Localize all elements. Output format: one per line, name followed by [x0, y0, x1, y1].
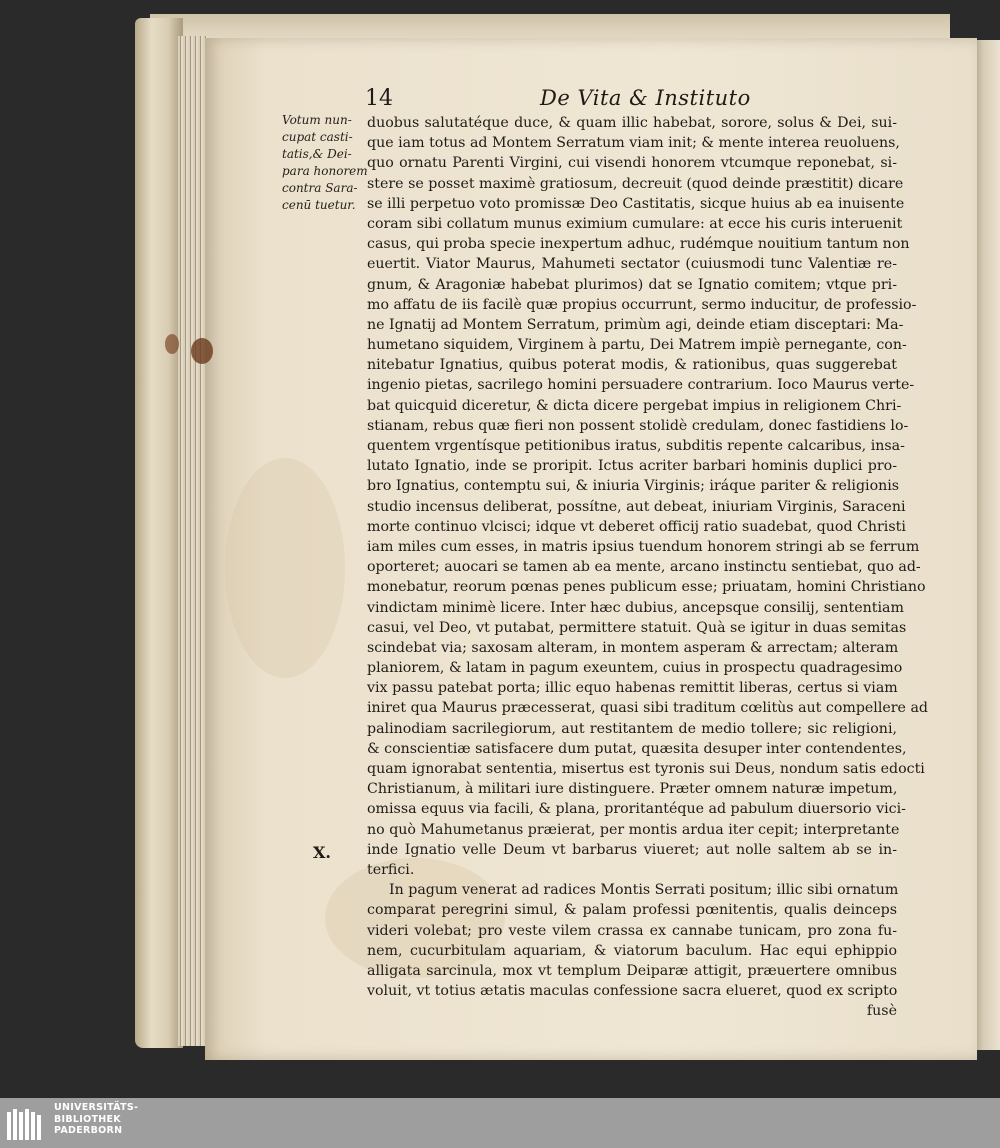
- text-line: palinodiam sacrilegiorum, aut restitantem de medio tollere; sic religioni,: [367, 720, 897, 737]
- text-line: mo affatu de iis facilè quæ propius occurrunt, sermo inducitur, de professio-: [367, 296, 917, 313]
- section-number: X.: [313, 843, 331, 862]
- text-line: casui, vel Deo, vt putabat, permittere statuit. Quà se igitur in duas semitas: [367, 619, 907, 636]
- marginal-note: [282, 112, 368, 214]
- text-line: quentem vrgentísque petitionibus iratus, subditis repente calcaribus, insa-: [367, 438, 905, 454]
- text-line: nitebatur Ignatius, quibus poterat modis, & rationibus, quas suggerebat: [367, 357, 897, 374]
- text-line: lutato Ignatio, inde se proripit. Ictus acriter barbari hominis duplici pro-: [367, 458, 897, 475]
- marginal-note-line: tatis,& Dei-: [282, 147, 352, 161]
- page-edges: [178, 36, 208, 1046]
- text-line: coram sibi collatum munus eximium cumulare: at ecce his curis interuenit: [367, 215, 903, 232]
- text-line: inde Ignatio velle Deum vt barbarus viueret; aut nolle saltem ab se in-: [367, 841, 897, 858]
- text-line: terfici.: [367, 861, 415, 878]
- body-text: [367, 113, 929, 1021]
- book-spine: [135, 18, 183, 1048]
- marginal-note-line: cupat casti-: [282, 130, 353, 144]
- text-line: ingenio pietas, sacrilego homini persuadere contrarium. Ioco Maurus verte-: [367, 377, 915, 394]
- text-line: studio incensus deliberat, possítne, aut debeat, iniuriam Virginis, Saraceni: [367, 498, 906, 515]
- marginal-note-line: Votum nun-: [282, 113, 352, 127]
- text-line: casus, qui proba specie inexpertum adhuc, rudémque nouitium tantum non: [367, 236, 910, 253]
- text-line: stianam, rebus quæ fieri non possent stolidè credulam, donec fastidiens lo-: [367, 417, 909, 434]
- text-line: alligata sarcinula, mox vt templum Deiparæ attigit, præuertere omnibus: [367, 962, 897, 979]
- text-line: scindebat via; saxosam alteram, in montem asperam & arrectam; alteram: [367, 639, 899, 656]
- text-line: euertit. Viator Maurus, Mahumeti sectator (cuiusmodi tunc Valentiæ re-: [367, 256, 897, 273]
- text-line: vix passu patebat porta; illic equo habenas remittit liberas, certus si viam: [367, 680, 898, 697]
- text-line: no quò Mahumetanus præierat, per montis ardua iter cepit; interpretante: [367, 821, 900, 838]
- text-line: gnum, & Aragoniæ habebat plurimos) dat se Ignatio comitem; vtque pri-: [367, 276, 897, 293]
- text-line: se illi perpetuo voto promissæ Deo Castitatis, sicque huius ab ea inuisente: [367, 195, 905, 212]
- text-line: videri volebat; pro veste vilem crassa ex cannabe tunicam, pro zona fu-: [367, 922, 897, 939]
- text-line: quam ignorabat sententia, misertus est tyronis sui Deus, nondum satis edocti: [367, 761, 925, 777]
- text-line: bro Ignatius, contemptu sui, & iniuria Virginis; iráque pariter & religionis: [367, 478, 900, 495]
- marginal-note-line: cenū tuetur.: [282, 198, 356, 212]
- library-footer-bar: [0, 1098, 1000, 1148]
- text-line: ne Ignatij ad Montem Serratum, primùm agi, deinde etiam disceptari: Ma-: [367, 316, 904, 333]
- text-line: duobus salutatéque duce, & quam illic habebat, sorore, solus & Dei, sui-: [367, 115, 897, 131]
- text-line: In pagum venerat ad radices Montis Serrati positum; illic sibi ornatum: [389, 882, 899, 899]
- text-line: morte continuo vlcisci; idque vt deberet officij ratio suadebat, quod Christi: [367, 518, 906, 535]
- text-line: fusè: [866, 1003, 897, 1020]
- text-line: iniret qua Maurus præcesserat, quasi sibi traditum cœlitùs aut compellere ad: [367, 700, 929, 717]
- text-line: nem, cucurbitulam aquariam, & viatorum baculum. Hac equi ephippio: [367, 942, 897, 959]
- library-logo-icon: [6, 1106, 46, 1142]
- text-line: que iam totus ad Montem Serratum viam init; & mente interea reuoluens,: [367, 135, 900, 152]
- text-line: vindictam minimè licere. Inter hæc dubius, ancepsque consilij, sententiam: [367, 599, 904, 616]
- library-name-line-2: BIBLIOTHEK: [54, 1113, 121, 1125]
- text-line: Christianum, à militari iure distinguere. Præter omnem naturæ impetum,: [367, 781, 898, 798]
- text-line: omissa equus via facili, & plana, proritantéque ad pabulum diuersorio vici-: [367, 801, 906, 818]
- page-number: 14: [365, 86, 393, 111]
- text-line: humetano siquidem, Virginem à partu, Dei Matrem impiè pernegante, con-: [367, 337, 907, 354]
- text-line: voluit, vt totius ætatis maculas confessione sacra elueret, quod ex scripto: [367, 983, 898, 1000]
- library-name-line-3: PADERBORN: [54, 1125, 123, 1136]
- text-line: comparat peregrini simul, & palam professi pœnitentis, qualis deinceps: [367, 902, 897, 919]
- marginal-note-line: para honorem: [282, 164, 368, 178]
- text-line: iam miles cum esses, in matris ipsius tuendum honorem stringi ab se ferrum: [367, 538, 920, 555]
- text-line: bat quicquid diceretur, & dicta dicere pergebat impius in religionem Chri-: [367, 397, 902, 414]
- text-line: quo ornatu Parenti Virgini, cui visendi honorem vtcumque reponebat, si-: [367, 155, 897, 172]
- text-line: monebatur, reorum pœnas penes publicum esse; priuatam, homini Christiano: [367, 579, 926, 596]
- text-line: & conscientiæ satisfacere dum putat, quæsita desuper inter contendentes,: [367, 740, 907, 757]
- text-line: planiorem, & latam in pagum exeuntem, cuius in prospectu quadragesimo: [367, 660, 903, 677]
- text-line: oporteret; auocari se tamen ab ea mente, arcano instinctu sentiebat, quo ad-: [367, 559, 921, 576]
- library-name-line-1: UNIVERSITÄTS-: [54, 1102, 139, 1113]
- library-name: [54, 1102, 138, 1137]
- marginal-note-line: contra Sara-: [282, 181, 358, 195]
- text-line: stere se posset maximè gratiosum, decreuit (quod deinde præstitit) dicare: [367, 175, 904, 192]
- running-title: De Vita & Instituto: [540, 86, 751, 110]
